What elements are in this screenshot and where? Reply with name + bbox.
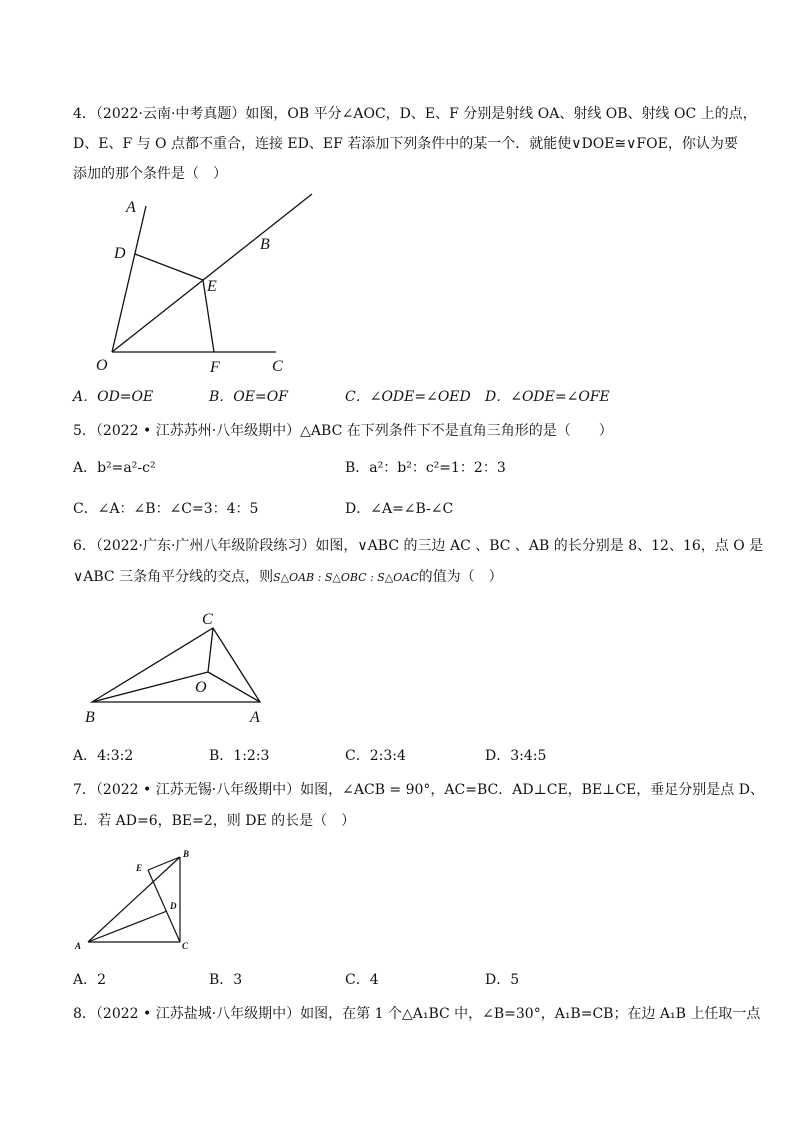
q4-line-3: 添加的那个条件是（ ） <box>73 166 227 182</box>
ray-OA <box>112 206 146 352</box>
ray-OB <box>112 194 312 352</box>
label-A: A <box>75 941 82 951</box>
q7-option-c[interactable]: C．4 <box>345 972 379 988</box>
q5-option-d[interactable]: D．∠A=∠B-∠C <box>345 501 454 517</box>
q6-line-1: 6．（2022·广东·广州八年级阶段练习）如图，∨ABC 的三边 AC 、BC 、AB 的长分别是 8、12、16，点 O 是 <box>73 538 764 554</box>
q6-option-b[interactable]: B．1:2:3 <box>209 748 270 764</box>
segment-DE <box>135 254 203 280</box>
q6-area-ratio-expression: S△OAB : S△OBC : S△OAC <box>273 571 419 584</box>
segment-AD <box>88 911 167 942</box>
label-E: E <box>136 863 143 873</box>
q6-option-a[interactable]: A．4:3:2 <box>73 748 134 764</box>
q7-option-d[interactable]: D．5 <box>485 972 520 988</box>
label-O: O <box>96 357 108 374</box>
q4-line-2: D、E、F 与 O 点都不重合，连接 ED、EF 若添加下列条件中的某一个．就能使∨DOE≅∨FOE，你认为要 <box>73 136 738 152</box>
q4-figure <box>90 190 330 380</box>
q7-figure <box>68 845 202 957</box>
q6-figure <box>80 606 280 728</box>
q5-option-a[interactable]: A．b²=a²-c² <box>73 460 156 476</box>
label-F: F <box>210 359 220 376</box>
q6-line-2-start: ∨ABC 三条角平分线的交点，则 <box>73 569 274 585</box>
q7-option-a[interactable]: A．2 <box>73 972 107 988</box>
label-C: C <box>272 358 283 375</box>
label-C: C <box>202 611 213 628</box>
q4-line-1: 4．（2022·云南·中考真题）如图，OB 平分∠AOC，D、E、F 分别是射线 OA、射线 OB、射线 OC 上的点， <box>73 106 757 122</box>
q7-line-1: 7．（2022 • 江苏无锡·八年级期中）如图，∠ACB = 90°，AC=BC．AD⊥CE，BE⊥CE，垂足分别是点 D、 <box>73 782 764 798</box>
label-D: D <box>114 245 126 262</box>
q6-line-2 <box>73 567 503 588</box>
label-B: B <box>260 236 270 253</box>
label-B: B <box>85 709 95 726</box>
label-A: A <box>250 709 260 726</box>
q6-option-d[interactable]: D．3:4:5 <box>485 748 547 764</box>
q7-line-2: E．若 AD=6，BE=2，则 DE 的长是（ ） <box>73 813 356 829</box>
triangle-ABC <box>92 628 260 702</box>
label-E: E <box>207 278 217 295</box>
segment-AO <box>208 672 260 702</box>
segment-BE <box>148 857 180 870</box>
q6-line-2-end: 的值为（ ） <box>418 569 503 585</box>
segment-AB <box>88 857 180 942</box>
segment-BO <box>92 672 208 702</box>
q4-option-d[interactable]: D．∠ODE=∠OFE <box>485 389 610 405</box>
q8-line-1: 8．（2022 • 江苏盐城·八年级期中）如图，在第 1 个△A₁BC 中，∠B=30°，A₁B=CB；在边 A₁B 上任取一点 <box>73 1006 761 1022</box>
q4-option-a[interactable]: A．OD=OE <box>73 389 154 405</box>
q4-option-c[interactable]: C．∠ODE=∠OED <box>345 389 471 405</box>
label-C: C <box>182 941 189 951</box>
segment-CO <box>208 628 213 672</box>
q5-option-c[interactable]: C．∠A：∠B：∠C=3：4：5 <box>73 501 259 517</box>
label-B: B <box>183 849 190 859</box>
q5-option-b[interactable]: B．a²：b²：c²=1：2：3 <box>345 460 506 476</box>
q7-option-b[interactable]: B．3 <box>209 972 243 988</box>
q6-option-c[interactable]: C．2:3:4 <box>345 748 406 764</box>
q5-line-1: 5．（2022 • 江苏苏州·八年级期中）△ABC 在下列条件下不是直角三角形的是（ ） <box>73 423 613 439</box>
label-A: A <box>126 199 136 216</box>
label-D: D <box>170 901 177 911</box>
label-O: O <box>195 679 207 696</box>
q4-option-b[interactable]: B．OE=OF <box>209 389 288 405</box>
